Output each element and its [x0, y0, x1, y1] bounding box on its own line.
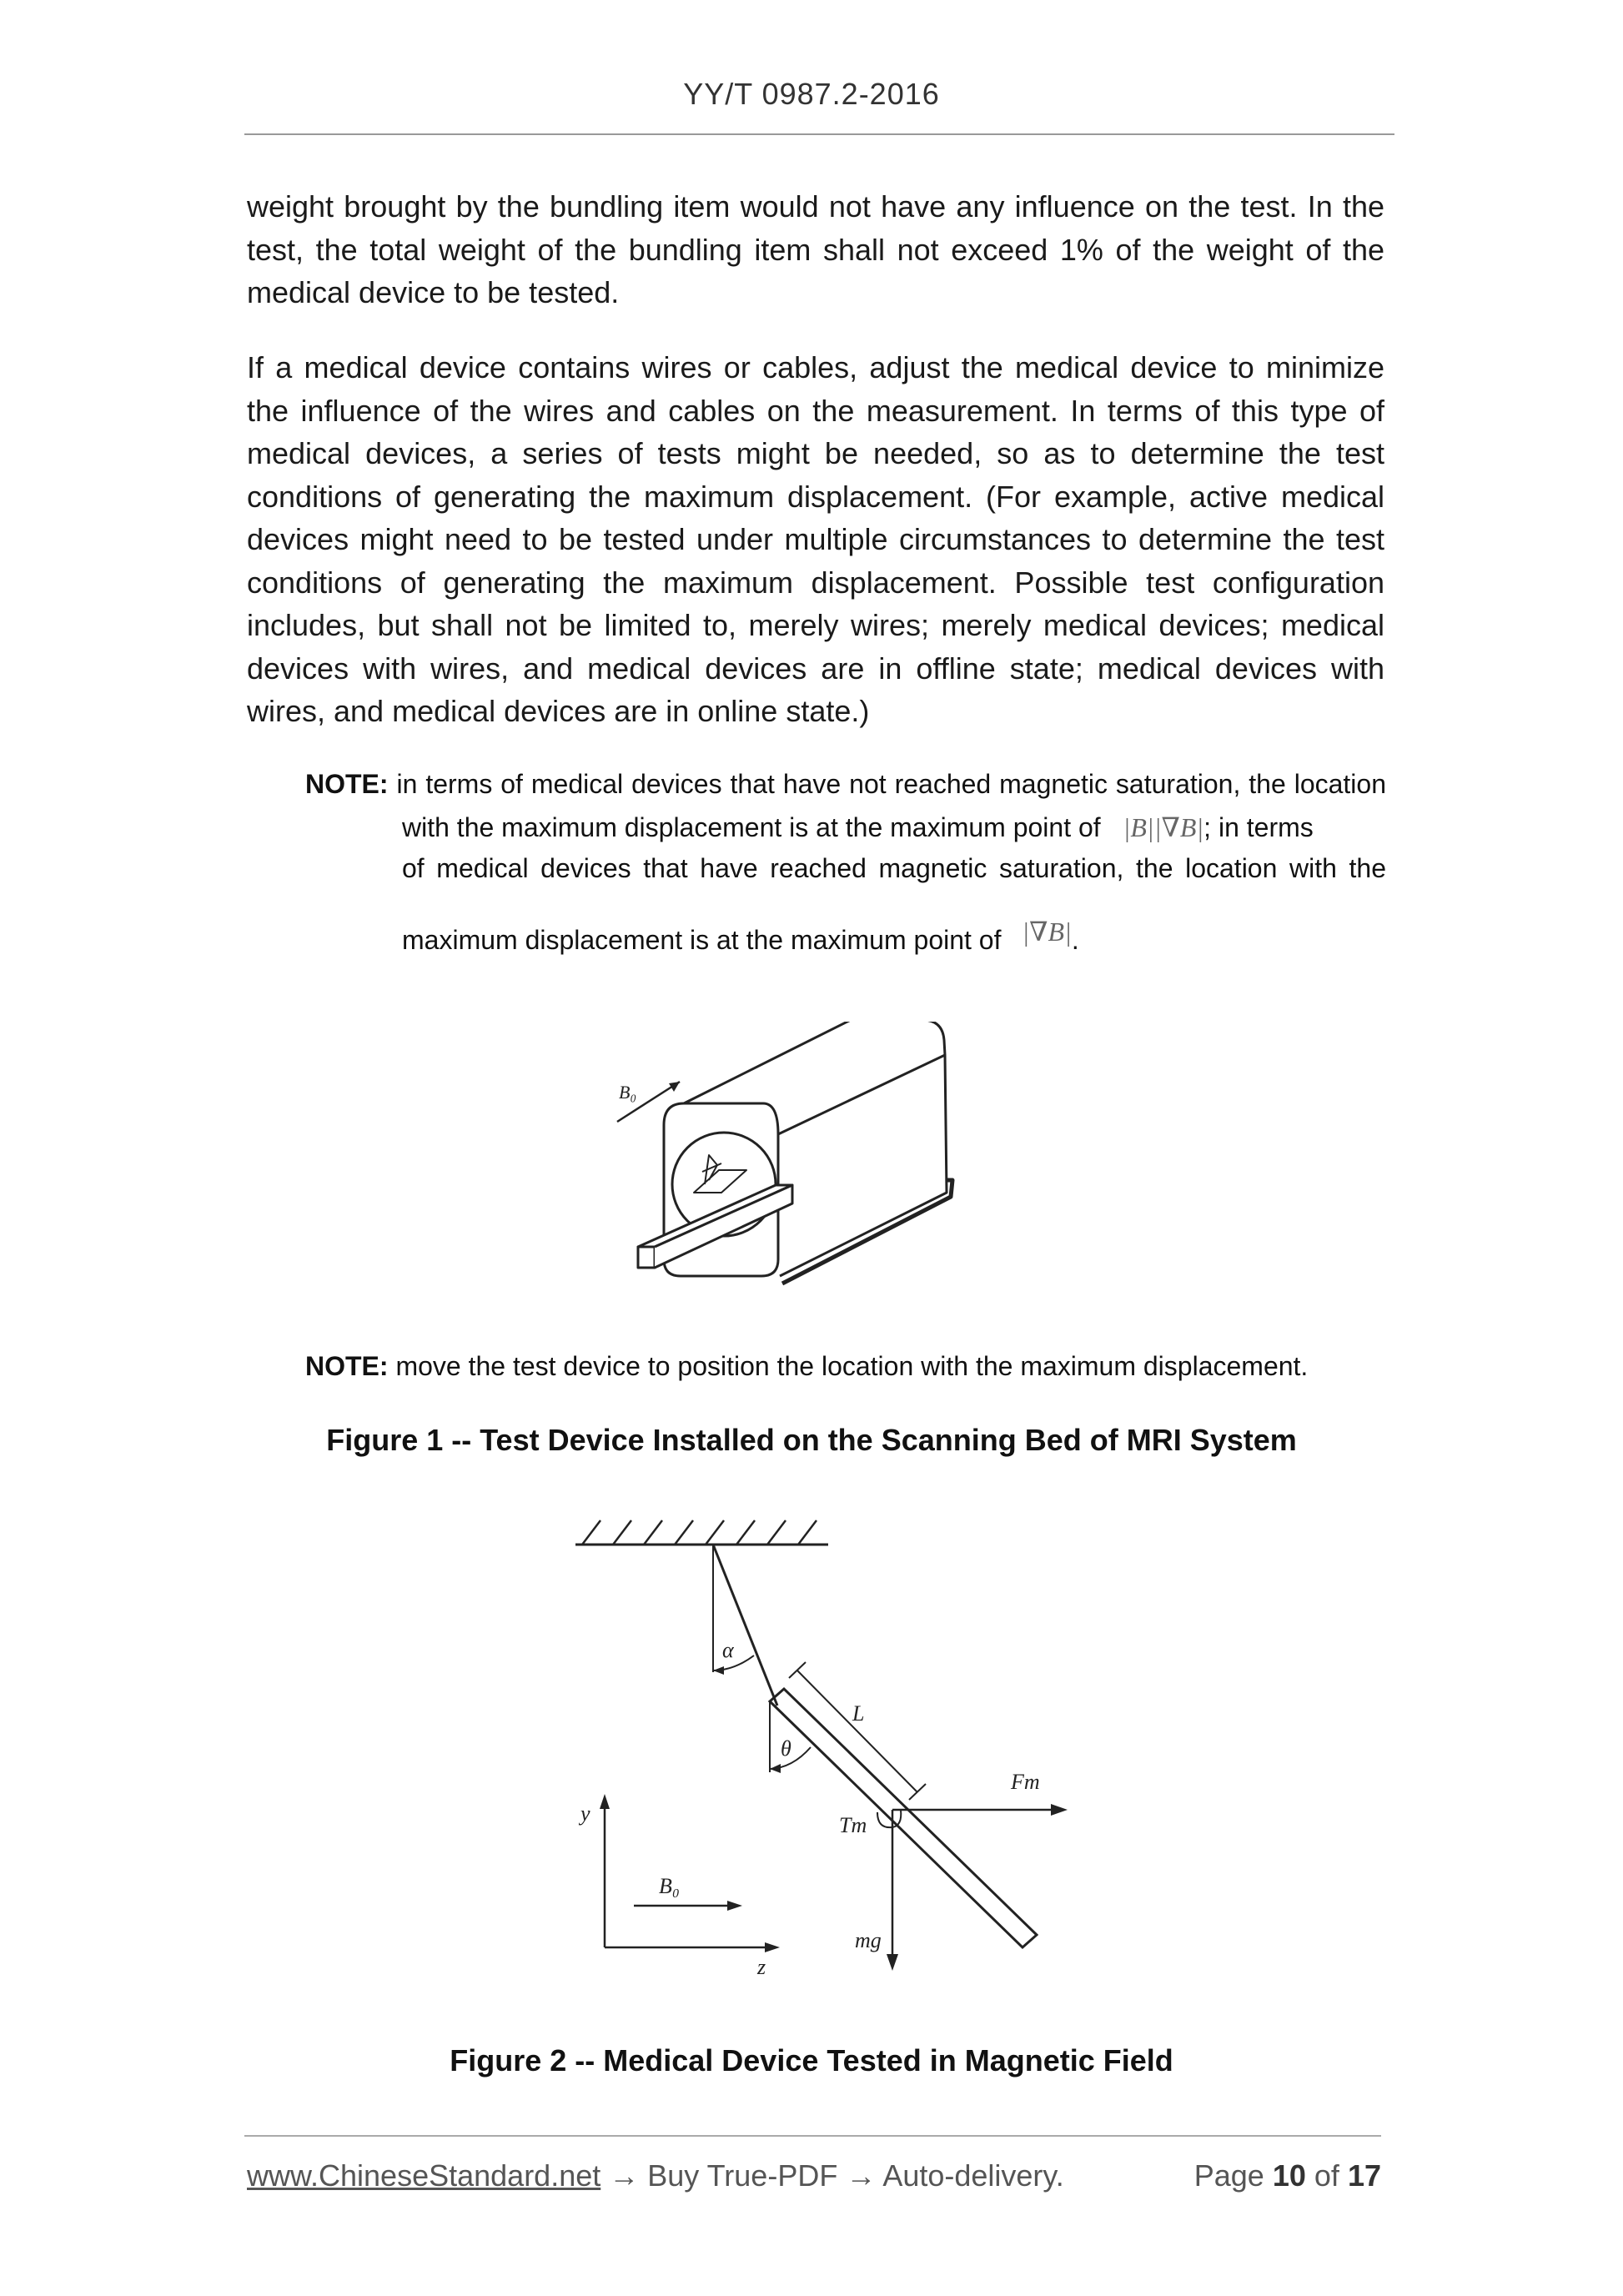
note-2 [305, 1351, 1473, 1382]
note-label: NOTE: [305, 769, 389, 799]
note-1-text-4b: . [1071, 925, 1079, 955]
figure-1-mri-scanner-diagram [600, 1022, 1034, 1305]
mg-arrowhead [887, 1954, 898, 1971]
math-b-gradb-expression: |B||∇B| [1123, 812, 1204, 842]
magnet-top-face [684, 1022, 945, 1134]
length-dimension-line [797, 1671, 917, 1792]
theta-arc-arrow [770, 1764, 781, 1773]
current-page-number: 10 [1272, 2158, 1306, 2193]
y-axis-arrowhead [600, 1794, 610, 1809]
note-1-line-3: of medical devices that have reached magnetic saturation, the location with the [402, 853, 1386, 883]
total-pages-number: 17 [1347, 2158, 1381, 2193]
rod-body [770, 1689, 1037, 1947]
of-word: of [1314, 2158, 1339, 2193]
figure-2-caption: Figure 2 -- Medical Device Tested in Magnetic Field [450, 2043, 1173, 2077]
mg-label: mg [855, 1928, 882, 1952]
document-code-header: YY/T 0987.2-2016 [683, 77, 940, 111]
body-paragraph-2: If a medical device contains wires or cables, adjust the medical device to minimize the influence of the wires and cables on the measurement. In terms of this type of medical devices, a series of tests might be needed, so as to determine the test conditions of generating the maximum displacement. (For example, active medical devices might need to be tested under multiple circumstances to determine the test conditions of generating the maximum displacement. Possible test configuration includes, but shall not be limited to, merely wires; merely medical devices; medical devices with wires, and medical devices are in offline state; medical devices with wires, and medical devices are in online state.) [247, 350, 1384, 728]
alpha-arc-arrow [713, 1666, 724, 1675]
b0-field-arrowhead [727, 1901, 742, 1911]
math-gradb-expression: |∇B| [1022, 917, 1072, 947]
footer-tagline: → Buy True-PDF → Auto-delivery. [600, 2158, 1064, 2193]
alpha-label: α [722, 1638, 734, 1662]
note-1-text-4a: maximum displacement is at the maximum point of [402, 925, 1002, 955]
note-1-line-1 [305, 769, 1386, 800]
test-device-frame [694, 1170, 746, 1193]
note-1-text-1: in terms of medical devices that have not reached magnetic saturation, the location [396, 769, 1387, 799]
note-2-label: NOTE: [305, 1351, 389, 1381]
page-word: Page [1193, 2158, 1264, 2193]
note-1-line-4 [402, 917, 1386, 956]
figure-2-force-diagram [567, 1514, 1084, 1989]
scanning-bed-front [638, 1247, 655, 1268]
suspension-string [713, 1545, 777, 1706]
b0-label: B₀ [659, 1874, 680, 1898]
header-divider [244, 133, 1394, 135]
tm-label: Tm [839, 1813, 867, 1837]
footer-divider [244, 2135, 1381, 2137]
fm-arrowhead [1051, 1804, 1068, 1816]
z-axis-arrowhead [765, 1942, 780, 1952]
ceiling-hatching [582, 1520, 817, 1545]
figure-1-caption: Figure 1 -- Test Device Installed on the Scanning Bed of MRI System [326, 1423, 1297, 1457]
body-paragraph-1: weight brought by the bundling item would not have any influence on the test. In the test, the total weight of the bundling item shall not exceed 1% of the weight of the medical device to be tested. [247, 189, 1384, 309]
note-2-text: move the test device to position the location with the maximum displacement. [395, 1351, 1309, 1381]
note-1-text-2a: with the maximum displacement is at the maximum point of [402, 812, 1101, 842]
figure-1-b0-label: B₀ [619, 1082, 637, 1103]
note-1-line-2 [402, 811, 1386, 843]
website-link[interactable]: www.ChineseStandard.net [247, 2158, 601, 2193]
footer-promo [247, 2158, 1064, 2193]
z-axis-label: z [757, 1955, 766, 1979]
page-indicator [1194, 2158, 1381, 2193]
scanning-bed-side [655, 1185, 792, 1268]
theta-label: θ [781, 1736, 791, 1761]
y-axis-label: y [580, 1801, 590, 1826]
length-label: L [852, 1701, 865, 1726]
fm-label: Fm [1011, 1770, 1040, 1794]
note-1-text-2b: ; in terms [1203, 812, 1314, 842]
